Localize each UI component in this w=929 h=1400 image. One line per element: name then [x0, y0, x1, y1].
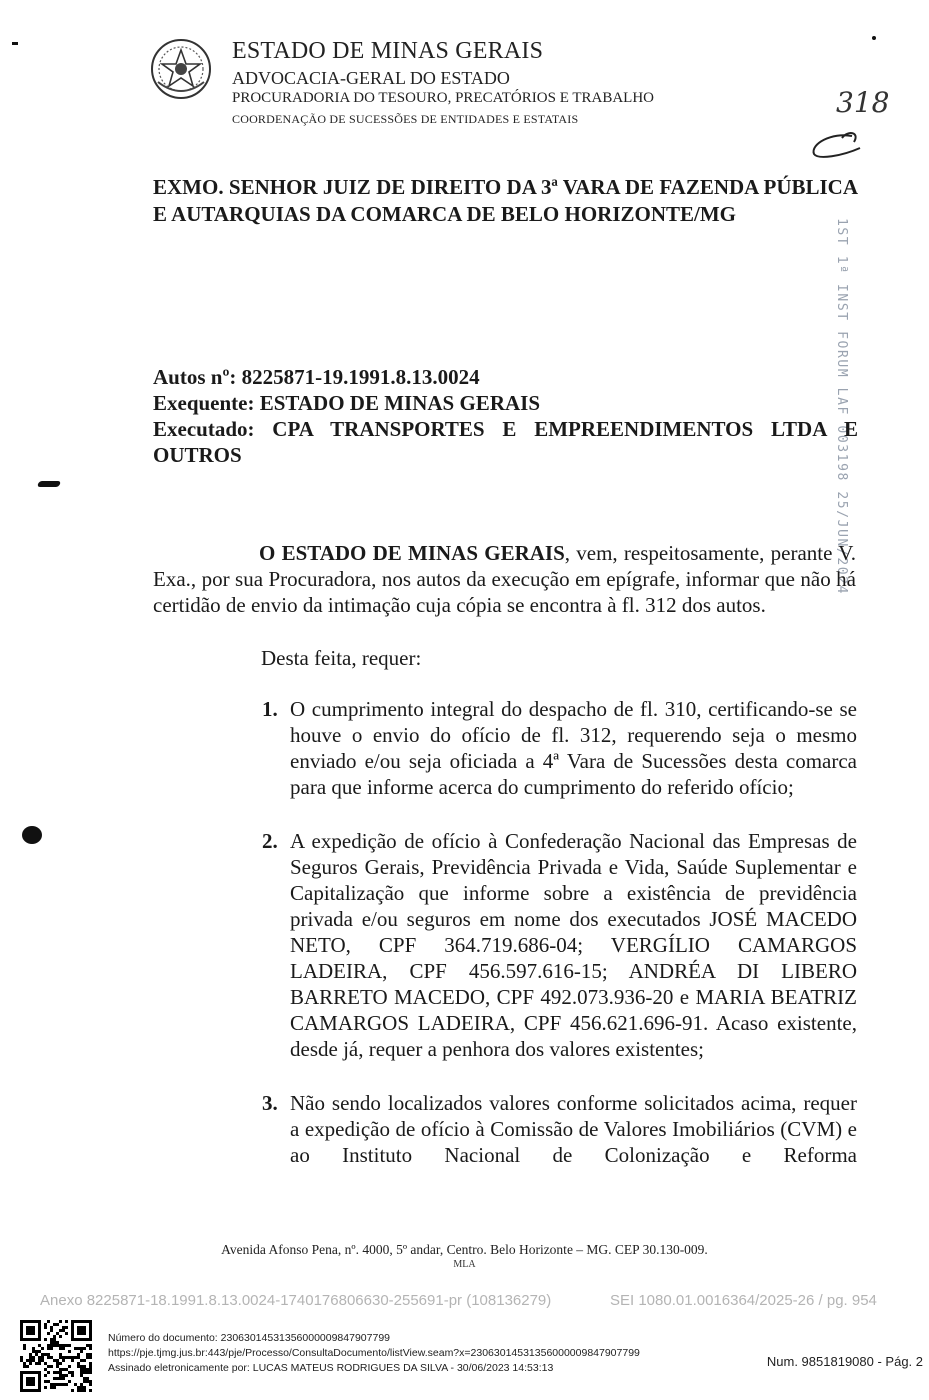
state-coat-of-arms-icon — [150, 38, 212, 100]
document-url[interactable]: https://pje.tjmg.jus.br:443/pje/Processo/ConsultaDocumento/listView.seam?x=23063014531356000009847907799 — [108, 1347, 640, 1359]
header-agency: ADVOCACIA-GERAL DO ESTADO — [232, 68, 510, 88]
intro-paragraph — [153, 540, 856, 618]
annex-reference: Anexo 8225871-18.1991.8.13.0024-1740176806630-255691-pr (108136279) — [40, 1292, 552, 1309]
plaintiff-line — [153, 390, 858, 416]
addressee: EXMO. SENHOR JUIZ DE DIREITO DA 3ª VARA DE FAZENDA PÚBLICA E AUTARQUIAS DA COMARCA DE BELO HORIZONTE/MG — [153, 175, 858, 226]
defendant-label: Executado: — [153, 417, 255, 441]
scan-mark — [22, 826, 42, 844]
request-intro: Desta feita, requer: — [261, 646, 422, 670]
plaintiff-label: Exequente: — [153, 391, 255, 415]
defendant-line — [153, 416, 858, 468]
item-number: 1. — [262, 697, 278, 721]
qr-code-icon — [20, 1320, 92, 1392]
item-number: 2. — [262, 829, 278, 853]
footer-address: Avenida Afonso Pena, nº. 4000, 5º andar, Centro. Belo Horizonte – MG. CEP 30.130-009. — [221, 1242, 708, 1257]
protocol-stamp: 1ST 1ª INST FORUM LAF 003198 25/JUN/2024 — [834, 218, 849, 596]
header-department: PROCURADORIA DO TESOURO, PRECATÓRIOS E TRABALHO — [232, 90, 654, 106]
case-details — [153, 364, 858, 468]
handwritten-page-number: 318 — [836, 86, 890, 119]
case-number-line — [153, 364, 858, 390]
case-number-label: Autos nº: — [153, 365, 237, 389]
list-item — [262, 828, 857, 1062]
scan-mark — [37, 481, 61, 487]
intro-text: , vem, respeitosamente, perante V. Exa., por sua Procuradora, nos autos da execução em epígrafe, informar que não há certidão de envio da intimação cuja cópia se encontra à fl. 312 dos autos. — [153, 541, 856, 617]
handwritten-rubric-icon — [802, 126, 872, 162]
item-number: 3. — [262, 1091, 278, 1115]
footer-initials: MLA — [453, 1259, 476, 1270]
header-state: ESTADO DE MINAS GERAIS — [232, 38, 544, 64]
item-text: O cumprimento integral do despacho de fl. 310, certificando-se se houve o envio do ofício de fl. 312, requerendo seja o mesmo enviado e/ou seja oficiada a 4ª Vara de Sucessões desta comarca para que informe acerca do cumprimento do referido ofício; — [290, 697, 857, 799]
sei-reference: SEI 1080.01.0016364/2025-26 / pg. 954 — [610, 1292, 877, 1309]
scan-mark — [872, 36, 876, 40]
header-coordination: COORDENAÇÃO DE SUCESSÕES DE ENTIDADES E ESTATAIS — [232, 112, 579, 126]
document-number: Número do documento: 23063014531356000009847907799 — [108, 1332, 390, 1344]
signature-info: Assinado eletronicamente por: LUCAS MATEUS RODRIGUES DA SILVA - 30/06/2023 14:53:13 — [108, 1362, 554, 1374]
plaintiff-value: ESTADO DE MINAS GERAIS — [259, 391, 540, 415]
document-metadata — [108, 1331, 640, 1376]
scan-mark — [12, 42, 18, 45]
intro-party: O ESTADO DE MINAS GERAIS — [259, 541, 565, 565]
list-item — [262, 1090, 857, 1168]
item-text: Não sendo localizados valores conforme solicitados acima, requer a expedição de ofício à Comissão de Valores Imobiliários (CVM) e ao Instituto Nacional de Colonização e Reforma — [290, 1091, 857, 1167]
page-number: Num. 9851819080 - Pág. 2 — [766, 1354, 923, 1369]
request-list — [262, 696, 857, 1196]
defendant-value: CPA TRANSPORTES E EMPREENDIMENTOS LTDA E OUTROS — [153, 417, 859, 467]
list-item — [262, 696, 857, 800]
case-number-value: 8225871-19.1991.8.13.0024 — [241, 365, 480, 389]
item-text: A expedição de ofício à Confederação Nacional das Empresas de Seguros Gerais, Previdência Privada e Vida, Saúde Suplementar e Capitalização que informe sobre a existência de previdência privada e/ou seguros em nome dos executados JOSÉ MACEDO NETO, CPF 364.719.686-04; VERGÍLIO CAMARGOS LADEIRA, CPF 456.597.616-15; ANDRÉA DI LIBERO BARRETO MACEDO, CPF 492.073.936-20 e MARIA BEATRIZ CAMARGOS LADEIRA, CPF 456.621.696-91. Acaso existente, desde já, requer a penhora dos valores existentes; — [290, 829, 857, 1061]
